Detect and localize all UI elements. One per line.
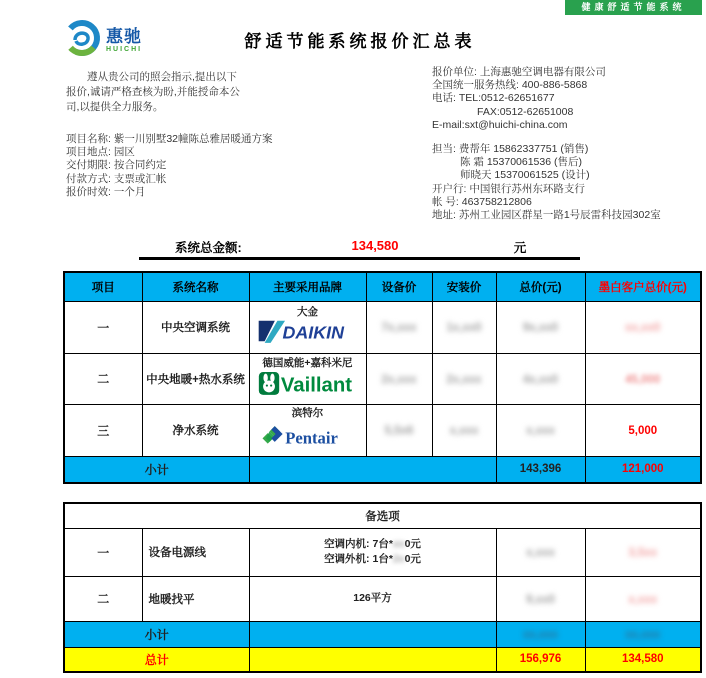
grand-total-spacer <box>249 647 496 672</box>
health-comfort-badge: 健康舒适节能系统 <box>565 0 702 15</box>
col-total-price: 总价(元) <box>496 272 585 301</box>
contact-info <box>432 143 661 222</box>
section-title: 备选项 <box>64 503 701 528</box>
table-row <box>64 528 701 576</box>
subtotal-row <box>64 621 701 647</box>
col-brand: 主要采用品牌 <box>249 272 366 301</box>
item-name: 地暖找平 <box>142 576 249 621</box>
daikin-logo-icon <box>257 322 359 347</box>
device-price-censored: 5,5x6 <box>384 425 414 437</box>
company-logo <box>62 18 182 62</box>
system-total-label: 系统总金额: <box>175 241 242 255</box>
row-no: 三 <box>64 404 142 456</box>
brand-cell <box>249 353 366 404</box>
brand-cell <box>249 301 366 353</box>
desc-text: 0元 <box>404 538 421 550</box>
payment-method: 付款方式: 支票或汇帐 <box>66 172 167 185</box>
subtotal-row <box>64 456 701 483</box>
col-client-price: 墨白客户总价(元) <box>585 272 701 301</box>
contact-aftersales: 陈 霜 15370061536 (售后) <box>460 156 582 169</box>
intro-paragraph: 遵从贵公司的照会指示,提出以下报价,诚请严格查核为盼,并能授命本公司,以提供全力服务。 <box>66 71 240 113</box>
vendor-email: E-mail:sxt@huichi-china.com <box>432 118 568 131</box>
subtotal-spacer <box>249 621 496 647</box>
vendor-company: 报价单位: 上海惠驰空调电器有限公司 <box>432 66 606 78</box>
desc-text: 0元 <box>404 553 421 565</box>
svg-text:Pentair: Pentair <box>284 428 338 448</box>
svg-text:DAIKIN: DAIKIN <box>282 322 344 343</box>
table-header-row <box>64 272 701 301</box>
subtotal-client: 121,000 <box>585 456 701 483</box>
grand-total-amount: 156,976 <box>496 647 585 672</box>
col-item: 项目 <box>64 272 142 301</box>
project-name: 项目名称: 紫一川别墅32幢陈总雅居暖通方案 <box>66 133 273 145</box>
system-name: 中央地暖+热水系统 <box>142 353 249 404</box>
huichi-swirl-icon <box>62 18 102 63</box>
total-price-censored: x,xxx <box>526 547 555 559</box>
row-no: 一 <box>64 528 142 576</box>
brand-cell <box>249 404 366 456</box>
total-price-censored: x,xxx <box>526 425 555 437</box>
col-system-name: 系统名称 <box>142 272 249 301</box>
section-title-row <box>64 503 701 528</box>
client-price-censored: x,xxx <box>628 593 658 606</box>
optional-items-table <box>63 502 702 673</box>
page-title: 舒适节能系统报价汇总表 <box>244 32 476 51</box>
bank-account: 帐 号: 463758212806 <box>432 195 532 208</box>
quotation-table <box>63 271 702 484</box>
table-row <box>64 301 701 353</box>
contact-sales: 担当: 费帮年 15862337751 (销售) <box>432 143 589 155</box>
item-description <box>249 528 496 576</box>
install-price-censored: 2x,xxx <box>446 373 482 386</box>
table-row <box>64 576 701 621</box>
row-no: 二 <box>64 576 142 621</box>
system-name: 中央空调系统 <box>142 301 249 353</box>
subtotal-total-censored: xx,xxx <box>522 629 559 641</box>
delivery-term: 交付期限: 按合同约定 <box>66 159 167 172</box>
logo-text-en: HUICHI <box>106 45 143 53</box>
client-price-censored: xx,xx0 <box>625 322 661 334</box>
project-location: 项目地点: 园区 <box>66 146 135 159</box>
subtotal-label: 小计 <box>64 621 249 647</box>
item-name: 设备电源线 <box>142 528 249 576</box>
client-price-censored: 3,5xx <box>628 547 658 559</box>
bank-name: 开户行: 中国银行苏州东环路支行 <box>432 182 585 195</box>
device-price-censored: 2x,xxx <box>381 373 417 386</box>
system-name: 净水系统 <box>142 404 249 456</box>
brand-name-cn: 滨特尔 <box>291 407 324 419</box>
desc-censored: 2x <box>392 553 405 565</box>
desc-text: 空调内机: 7台* <box>324 538 393 550</box>
vendor-tel: 电话: TEL:0512-62651677 <box>432 92 555 105</box>
col-device-price: 设备价 <box>366 272 432 301</box>
desc-text: 空调外机: 1台* <box>324 553 393 565</box>
grand-total-row <box>64 647 701 672</box>
vendor-fax: FAX:0512-62651008 <box>477 105 574 118</box>
total-price-censored: 9x,xx0 <box>522 322 559 334</box>
subtotal-client-censored: xx,xxx <box>625 629 661 641</box>
subtotal-total: 143,396 <box>496 456 585 483</box>
grand-total-client: 134,580 <box>585 647 701 672</box>
pentair-logo-icon <box>259 428 357 452</box>
col-install-price: 安装价 <box>432 272 496 301</box>
grand-total-label: 总计 <box>64 647 249 672</box>
client-price-censored: 45,000 <box>625 373 661 386</box>
table-row <box>64 404 701 456</box>
device-price-censored: 7x,xxx <box>381 322 417 334</box>
project-info <box>66 133 273 199</box>
vendor-hotline: 全国统一服务热线: 400-886-5868 <box>432 79 588 92</box>
system-total-unit: 元 <box>513 241 527 255</box>
contact-design: 师晓天 15370061525 (设计) <box>460 169 590 182</box>
company-address: 地址: 苏州工业园区群星一路1号辰雷科技园302室 <box>432 209 661 222</box>
install-price-censored: 1x,xx0 <box>446 322 482 334</box>
vaillant-logo-icon <box>258 373 358 400</box>
logo-text-cn: 惠驰 <box>106 26 142 46</box>
svg-text:Vaillant: Vaillant <box>280 373 352 396</box>
underline-rule <box>139 257 580 260</box>
install-price-censored: x,xxx <box>449 425 479 437</box>
item-description: 126平方 <box>249 576 496 621</box>
quote-validity: 报价时效: 一个月 <box>66 185 146 198</box>
brand-name-cn: 德国威能+嘉科米尼 <box>262 356 353 369</box>
brand-name-cn: 大金 <box>297 306 318 318</box>
subtotal-spacer <box>249 456 496 483</box>
system-total-amount: 134,580 <box>351 238 399 253</box>
total-price-censored: 4x,xx0 <box>522 373 559 386</box>
vendor-info <box>432 66 606 132</box>
total-price-censored: 9,xx0 <box>526 593 555 606</box>
desc-censored: xx <box>392 538 405 550</box>
client-price: 5,000 <box>628 425 658 437</box>
subtotal-label: 小计 <box>64 456 249 483</box>
row-no: 一 <box>64 301 142 353</box>
table-row <box>64 353 701 404</box>
row-no: 二 <box>64 353 142 404</box>
